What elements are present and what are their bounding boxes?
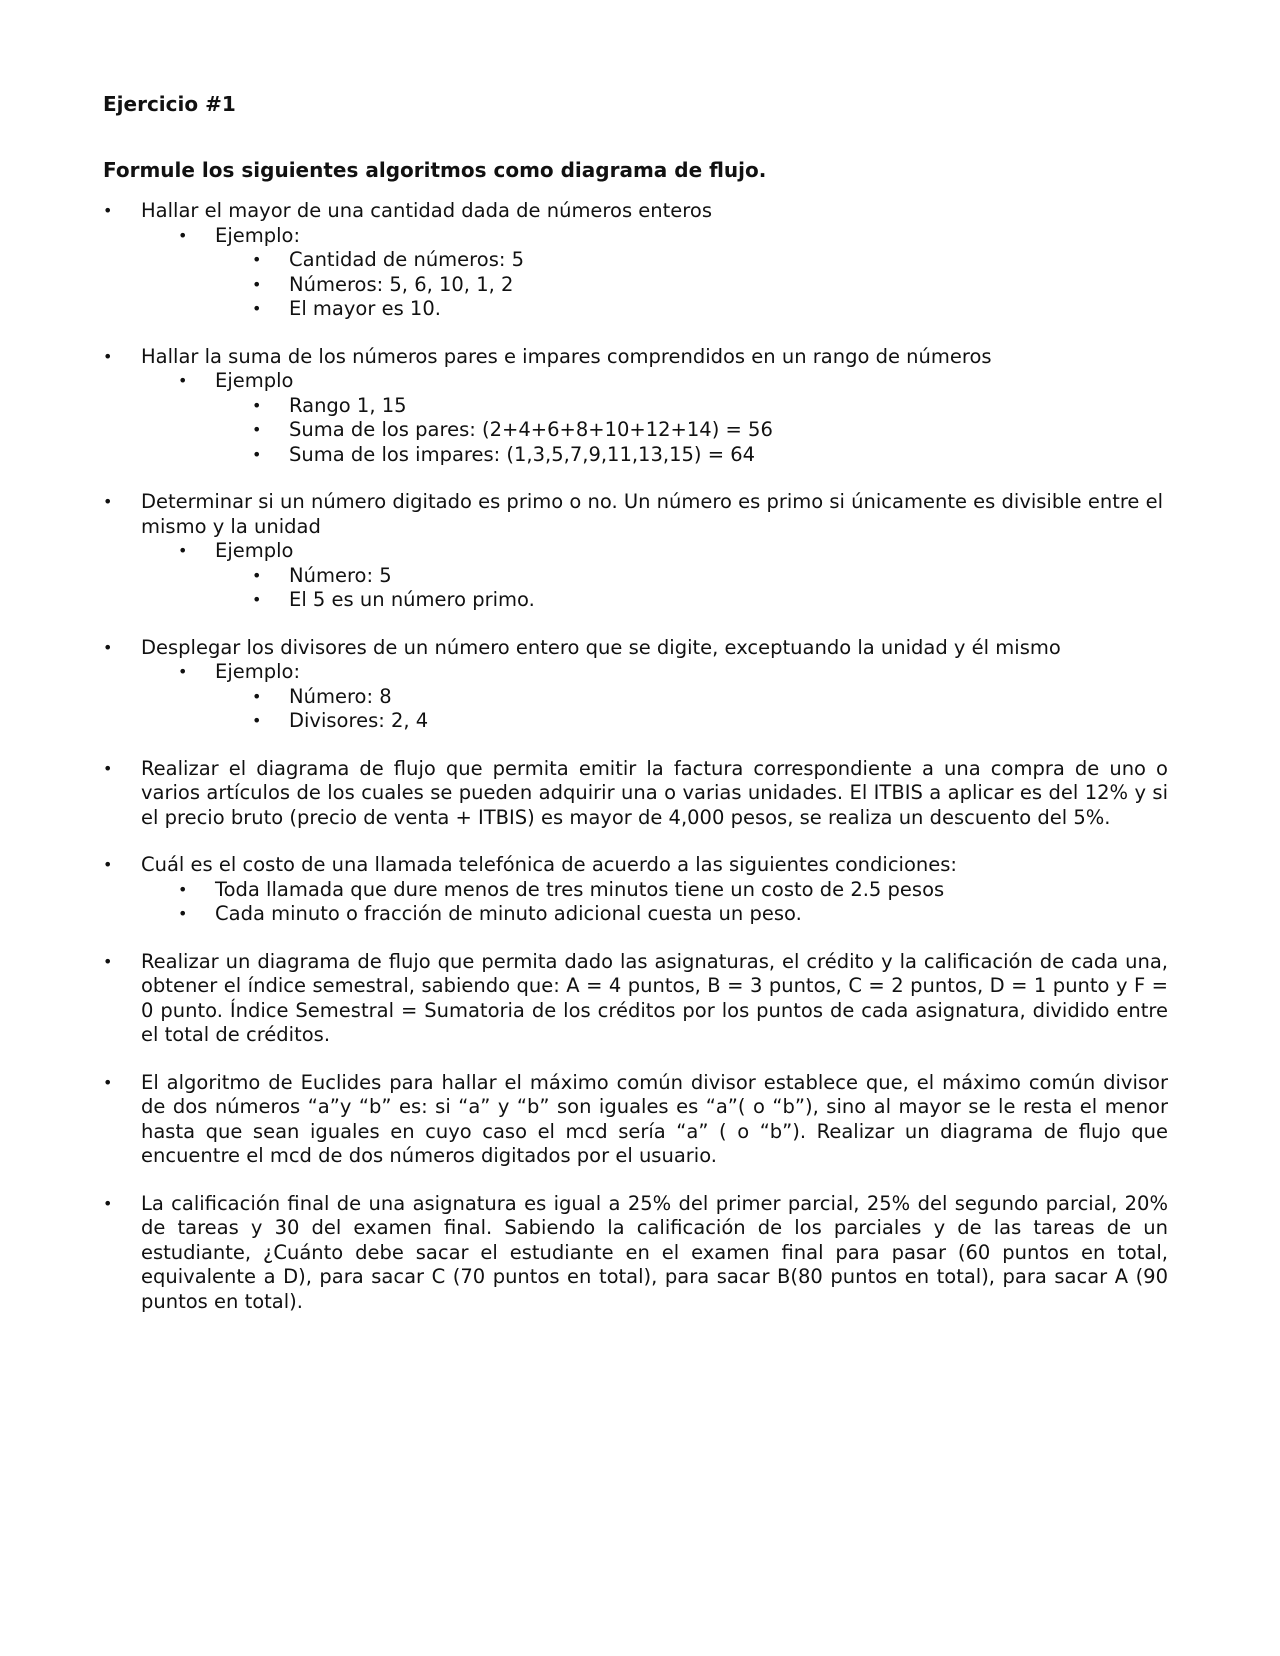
sub-sub-item: • Suma de los pares: (2+4+6+8+10+12+14) = 56 <box>252 418 1168 443</box>
sub-sub-item: • Números: 5, 6, 10, 1, 2 <box>252 273 1168 298</box>
list-item <box>103 199 1168 322</box>
list-item <box>103 853 1168 927</box>
sub-list <box>178 369 1168 467</box>
sub-sub-item: • Número: 8 <box>252 685 1168 710</box>
sub-sub-item: • Cantidad de números: 5 <box>252 248 1168 273</box>
sub-sub-item: • El 5 es un número primo. <box>252 588 1168 613</box>
sub-item <box>178 224 1168 322</box>
item-text: Desplegar los divisores de un número entero que se digite, exceptuando la unidad y él mismo <box>141 635 1061 659</box>
list-item <box>103 636 1168 734</box>
list-item: • El algoritmo de Euclides para hallar el máximo común divisor establece que, el máximo común divisor de dos números “a”y “b” es: si “a” y “b” son iguales es “a”( o “b”), sino al mayor se le resta el menor hasta que sean iguales en cuyo caso el mcd sería “a” ( o “b”). Realizar un diagrama de flujo que encuentre el mcd de dos números digitados por el usuario. <box>103 1071 1168 1169</box>
sub-sub-item: • Divisores: 2, 4 <box>252 709 1168 734</box>
list-item: • Realizar un diagrama de flujo que permita dado las asignaturas, el crédito y la calificación de cada una, obtener el índice semestral, sabiendo que: A = 4 puntos, B = 3 puntos, C = 2 puntos, D = 1 punto y F = 0 punto. Índice Semestral = Sumatoria de los créditos por los puntos de cada asignatura, dividido entre el total de créditos. <box>103 950 1168 1048</box>
sub-sub-list <box>252 685 1168 734</box>
sub-sub-list <box>252 248 1168 322</box>
list-item <box>103 490 1168 613</box>
item-text: Cuál es el costo de una llamada telefónica de acuerdo a las siguientes condiciones: <box>141 853 957 876</box>
sub-item-text: Ejemplo <box>215 539 294 562</box>
sub-sub-list <box>252 564 1168 613</box>
sub-sub-item: • Número: 5 <box>252 564 1168 589</box>
sub-list <box>178 660 1168 734</box>
sub-item <box>178 660 1168 734</box>
sub-list <box>178 539 1168 613</box>
list-item: • Realizar el diagrama de flujo que permita emitir la factura correspondiente a una compra de uno o varios artículos de los cuales se pueden adquirir una o varias unidades. El ITBIS a aplicar es del 12% y si el precio bruto (precio de venta + ITBIS) es mayor de 4,000 pesos, se realiza un descuento del 5%. <box>103 757 1168 831</box>
sub-list <box>178 224 1168 322</box>
document-title: Ejercicio #1 <box>103 92 236 116</box>
exercise-list <box>103 199 1168 1314</box>
list-item: • La calificación final de una asignatura es igual a 25% del primer parcial, 25% del segundo parcial, 20% de tareas y 30 del examen final. Sabiendo la calificación de los parciales y de las tareas de un estudiante, ¿Cuánto debe sacar el estudiante en el examen final para pasar (60 puntos en total, equivalente a D), para sacar C (70 puntos en total), para sacar B(80 puntos en total), para sacar A (90 puntos en total). <box>103 1192 1168 1315</box>
sub-item <box>178 539 1168 613</box>
sub-item-text: Ejemplo <box>215 369 294 392</box>
item-text: Hallar la suma de los números pares e impares comprendidos en un rango de números <box>141 344 992 368</box>
sub-list <box>178 878 1168 927</box>
document-page <box>103 90 1168 1337</box>
sub-item <box>178 369 1168 467</box>
sub-item-text: Ejemplo: <box>215 660 301 683</box>
sub-item-text: Ejemplo: <box>215 223 301 247</box>
sub-sub-list <box>252 394 1168 468</box>
item-text: Hallar el mayor de una cantidad dada de números enteros <box>141 199 712 222</box>
sub-sub-item: • Rango 1, 15 <box>252 394 1168 419</box>
sub-item: • Cada minuto o fracción de minuto adicional cuesta un peso. <box>178 902 1168 927</box>
list-item <box>103 345 1168 468</box>
sub-item: • Toda llamada que dure menos de tres minutos tiene un costo de 2.5 pesos <box>178 878 1168 903</box>
item-text: Determinar si un número digitado es primo o no. Un número es primo si únicamente es divisible entre el mismo y la unidad <box>141 490 1164 538</box>
document-subtitle: Formule los siguientes algoritmos como diagrama de flujo. <box>103 158 767 182</box>
sub-sub-item: • Suma de los impares: (1,3,5,7,9,11,13,15) = 64 <box>252 443 1168 468</box>
sub-sub-item: • El mayor es 10. <box>252 297 1168 322</box>
